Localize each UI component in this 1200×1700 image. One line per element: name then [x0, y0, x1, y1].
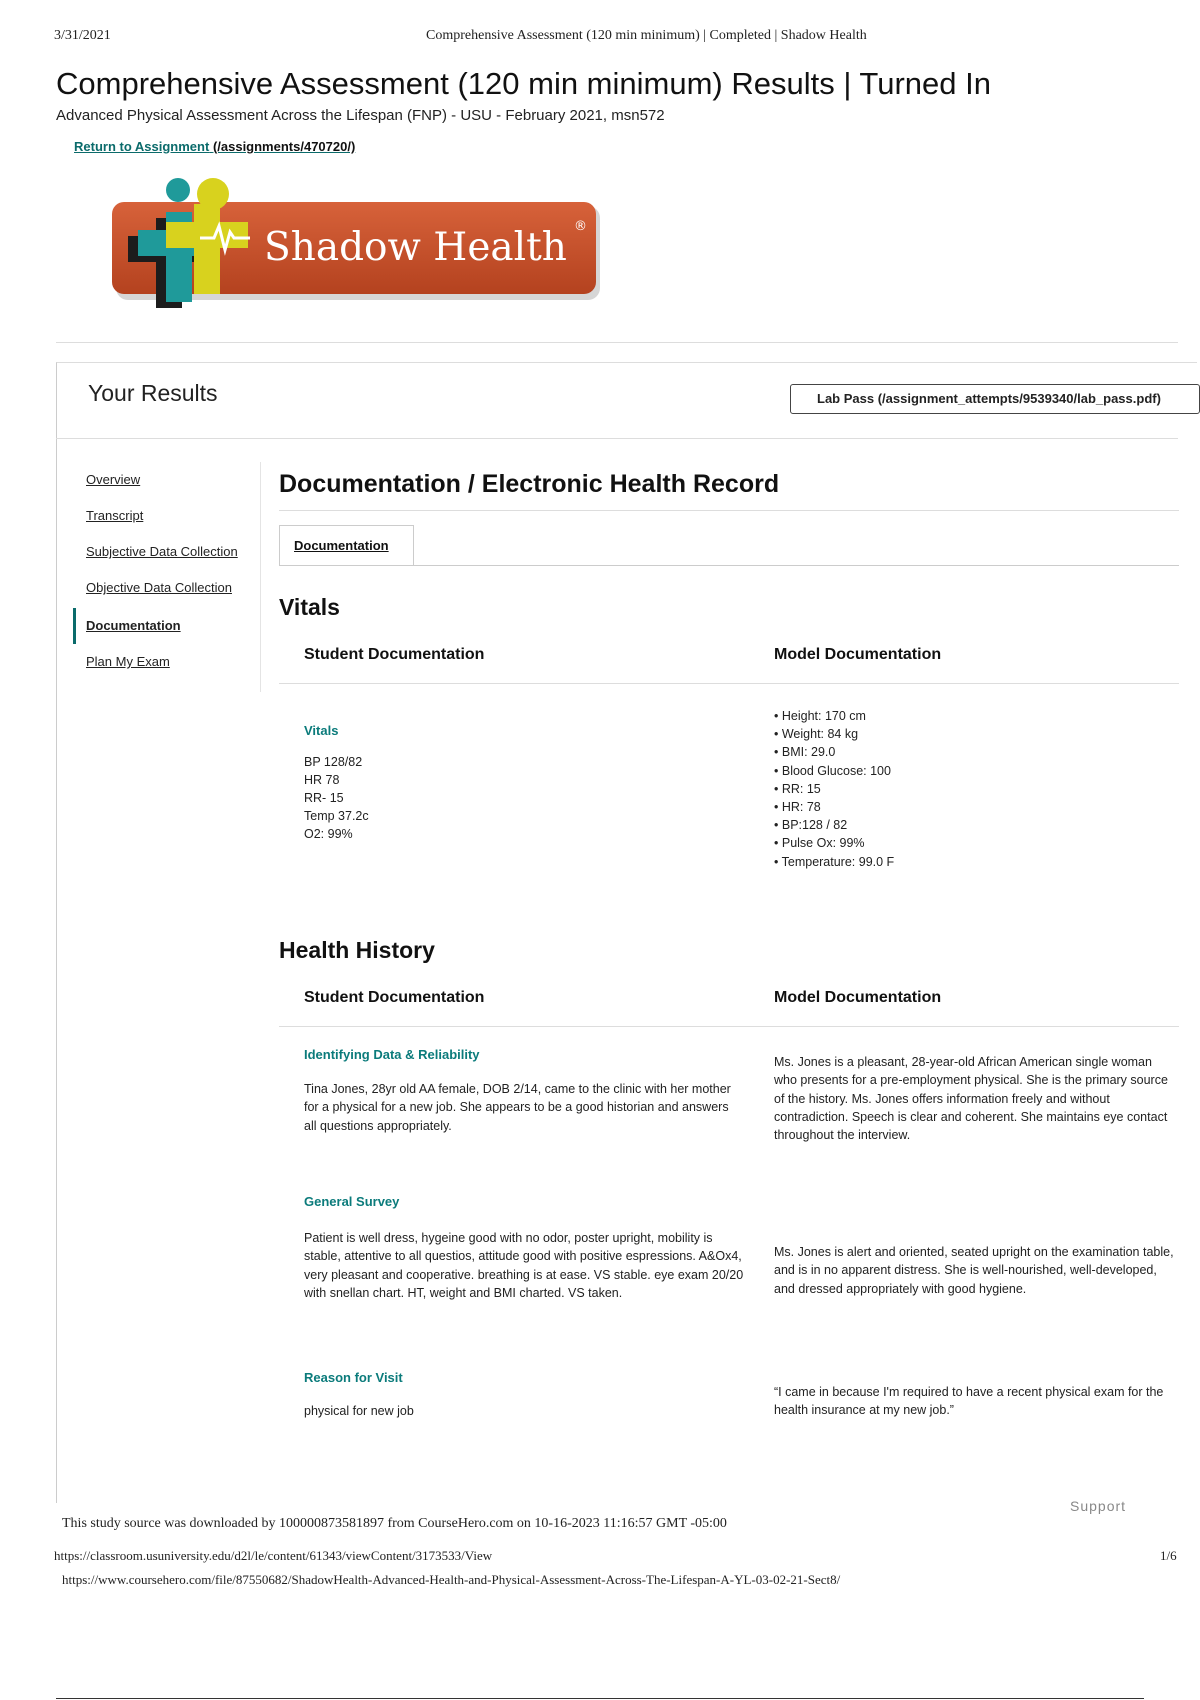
student-documentation-header: Student Documentation	[304, 989, 485, 1006]
lab-pass-button[interactable]: Lab Pass (/assignment_attempts/9539340/lab_pass.pdf)	[790, 384, 1200, 414]
sidebar-item-plan-my-exam[interactable]: Plan My Exam	[86, 654, 170, 669]
sidebar-item-subjective-data-collection[interactable]: Subjective Data Collection	[86, 544, 238, 559]
list-item: • Pulse Ox: 99%	[774, 834, 894, 852]
vitals-student-temp: Temp 37.2c	[304, 809, 369, 823]
sidebar-item-transcript[interactable]: Transcript	[86, 508, 144, 523]
list-item: • HR: 78	[774, 798, 894, 816]
sidebar-item-documentation[interactable]: Documentation	[86, 618, 181, 633]
footer-url: https://classroom.usuniversity.edu/d2l/le/content/61343/viewContent/3173533/View	[54, 1548, 493, 1563]
sidebar-item-overview[interactable]: Overview	[86, 472, 141, 487]
list-item: • BP:128 / 82	[774, 816, 894, 834]
download-note: This study source was downloaded by 100000873581897 from CourseHero.com on 10-16-2023 11:16:57 GMT -05:00	[62, 1516, 727, 1531]
section-title: Documentation / Electronic Health Record	[279, 470, 780, 498]
general-survey-student: Patient is well dress, hygeine good with no odor, poster upright, mobility is stable, attentive to all questios, attitude good with positive espressions. A&Ox4, very pleasant and cooperative. breathing is at ease. VS stable. eye exam 20/20 with snellan chart. HT, weight and BMI charted. VS taken.	[304, 1231, 744, 1300]
tab-documentation[interactable]: Documentation	[294, 538, 389, 553]
general-survey-model: Ms. Jones is alert and oriented, seated upright on the examination table, and is in no apparent distress. She is well-nourished, well-developed, and dressed appropriately with good hygiene.	[774, 1245, 1174, 1296]
svg-text:®: ®	[574, 219, 587, 234]
vitals-student-o2: O2: 99%	[304, 827, 353, 841]
vitals-model-list	[774, 707, 894, 871]
return-link-path: (/assignments/470720/)	[212, 139, 356, 154]
list-item: • Height: 170 cm	[774, 707, 894, 725]
shadow-health-logo	[112, 180, 602, 312]
list-item: • Weight: 84 kg	[774, 725, 894, 743]
list-item: • Blood Glucose: 100	[774, 762, 894, 780]
return-link-text: Return to Assignment	[74, 139, 210, 154]
logo-text: Shadow Health	[264, 225, 567, 270]
identifying-data-student: Tina Jones, 28yr old AA female, DOB 2/14, came to the clinic with her mother for a physical for a new job. She appears to be a good historian and answers all questions appropriately.	[304, 1082, 731, 1133]
divider	[279, 510, 1179, 511]
divider	[56, 342, 1178, 343]
list-item: • RR: 15	[774, 780, 894, 798]
vitals-student-rr: RR- 15	[304, 791, 344, 805]
reason-for-visit-model: “I came in because I'm required to have a recent physical exam for the health insurance at my new job.”	[774, 1385, 1164, 1418]
divider	[279, 683, 1179, 684]
vitals-heading: Vitals	[279, 594, 340, 620]
model-documentation-header: Model Documentation	[774, 989, 942, 1006]
general-survey-label: General Survey	[304, 1194, 400, 1209]
sidebar-active-indicator	[73, 608, 76, 644]
page-subtitle: Advanced Physical Assessment Across the Lifespan (FNP) - USU - February 2021, msn572	[56, 107, 665, 124]
student-documentation-header: Student Documentation	[304, 646, 485, 663]
reason-for-visit-label: Reason for Visit	[304, 1370, 403, 1385]
divider	[56, 1698, 1144, 1699]
sidebar-item-objective-data-collection[interactable]: Objective Data Collection	[86, 580, 232, 595]
vitals-student-label: Vitals	[304, 723, 339, 738]
identifying-data-label: Identifying Data & Reliability	[304, 1047, 480, 1062]
list-item: • Temperature: 99.0 F	[774, 853, 894, 871]
health-history-heading: Health History	[279, 937, 435, 963]
identifying-data-model: Ms. Jones is a pleasant, 28-year-old African American single woman who presents for a pre-employment physical. She is the primary source of the history. Ms. Jones offers information freely and without contradiction. Speech is clear and coherent. She maintains eye contact throughout the interview.	[774, 1055, 1168, 1143]
footer-page-number: 1/6	[1160, 1548, 1177, 1563]
return-to-assignment-link[interactable]	[74, 139, 355, 154]
footer-coursehero-url: https://www.coursehero.com/file/87550682/ShadowHealth-Advanced-Health-and-Physical-Assessment-Across-The-Lifespan-A-YL-03-02-21-Sect8/	[62, 1572, 841, 1587]
results-sidebar	[70, 462, 261, 692]
support-link[interactable]: Support	[1070, 1498, 1127, 1514]
list-item: • BMI: 29.0	[774, 743, 894, 761]
divider	[279, 1026, 1179, 1027]
model-documentation-header: Model Documentation	[774, 646, 942, 663]
print-header-title: Comprehensive Assessment (120 min minimum) | Completed | Shadow Health	[426, 28, 867, 43]
vitals-student-hr: HR 78	[304, 773, 340, 787]
page-title: Comprehensive Assessment (120 min minimum) Results | Turned In	[56, 66, 991, 101]
vitals-student-bp: BP 128/82	[304, 755, 363, 769]
print-date: 3/31/2021	[54, 28, 111, 43]
results-title: Your Results	[88, 380, 218, 406]
reason-for-visit-student: physical for new job	[304, 1404, 414, 1418]
divider	[279, 565, 1179, 566]
